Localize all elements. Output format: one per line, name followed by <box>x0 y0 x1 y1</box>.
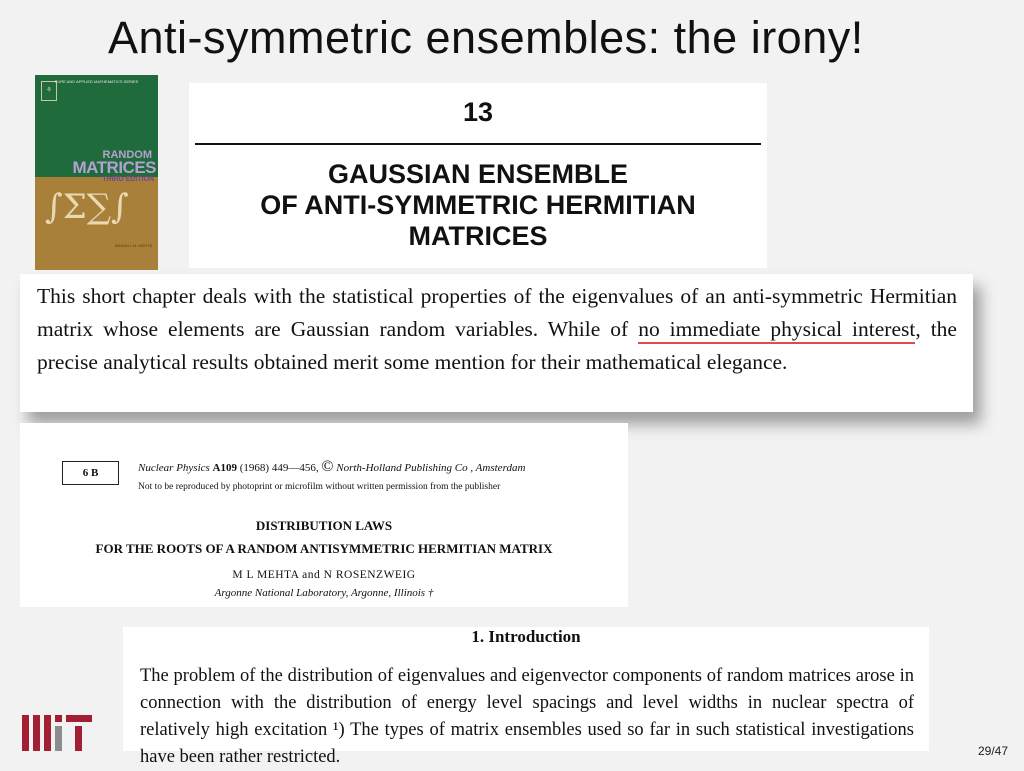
mit-logo-icon <box>22 715 92 751</box>
introduction-image <box>123 627 929 767</box>
cover-edition: THIRD EDITION <box>102 176 154 183</box>
chapter-title-line2: OF ANTI-SYMMETRIC HERMITIAN <box>260 190 696 220</box>
journal-volume: A109 <box>212 462 237 474</box>
chapter-excerpt-image <box>20 274 973 412</box>
intro-heading: 1. Introduction <box>471 627 581 646</box>
cover-author: MADAN LAL MEHTA <box>114 243 152 248</box>
chapter-header-image <box>189 83 767 268</box>
paper-header-image <box>20 423 628 607</box>
paper-authors: M L MEHTA and N ROSENZWEIG <box>232 569 416 581</box>
excerpt-text <box>37 280 957 379</box>
journal-citation <box>138 458 525 476</box>
intro-text: The problem of the distribution of eigenvalues and eigenvector components of random matrices arose in connection with the distribution of energy level spacings and level widths in nuclear spectra of relatively high excitation ¹) The types of matrix ensembles used so far in such statistical investigations have been rather restricted. <box>140 666 914 767</box>
paper-title-line2: FOR THE ROOTS OF A RANDOM ANTISYMMETRIC HERMITIAN MATRIX <box>95 541 553 556</box>
journal-name: Nuclear Physics <box>138 462 210 474</box>
math-symbols-icon: ∫Σ∑∫ <box>45 187 129 227</box>
paper-affiliation: Argonne National Laboratory, Argonne, Illinois † <box>214 587 434 599</box>
journal-year-pages: (1968) 449—456, <box>239 462 319 474</box>
cover-title-line1: RANDOM <box>102 149 152 161</box>
excerpt-underlined-phrase: no immediate physical interest <box>638 317 916 341</box>
publisher-logo-icon: ⚘ <box>41 81 57 101</box>
chapter-title-line1: GAUSSIAN ENSEMBLE <box>327 159 629 189</box>
publisher: North-Holland Publishing Co , Amsterdam <box>336 462 526 474</box>
reproduction-notice: Not to be reproduced by photoprint or microfilm without written permission from the publisher <box>138 482 501 492</box>
page-number: 29/47 <box>977 744 1008 758</box>
paper-title-line1: DISTRIBUTION LAWS <box>255 518 393 533</box>
cover-series: PURE AND APPLIED MATHEMATICS SERIES <box>54 79 139 84</box>
copyright-icon: © <box>321 458 334 475</box>
slide-title: Anti-symmetric ensembles: the irony! <box>108 12 864 63</box>
excerpt-text-before: This short chapter deals with the statistical properties of the eigenvalues of an anti-symmetric Hermitian matrix whose elements are Gaussian random variables. While of <box>37 284 957 341</box>
cover-title-line2: MATRICES <box>72 158 156 177</box>
book-cover-image <box>35 75 158 270</box>
paper-code-box: 6 B <box>62 461 119 485</box>
excerpt-text-after: , the precise analytical results obtained merit some mention for their mathematical elegance. <box>37 317 957 374</box>
chapter-title-line3: MATRICES <box>408 221 548 251</box>
chapter-number: 13 <box>462 97 494 127</box>
chapter-divider <box>195 143 761 145</box>
